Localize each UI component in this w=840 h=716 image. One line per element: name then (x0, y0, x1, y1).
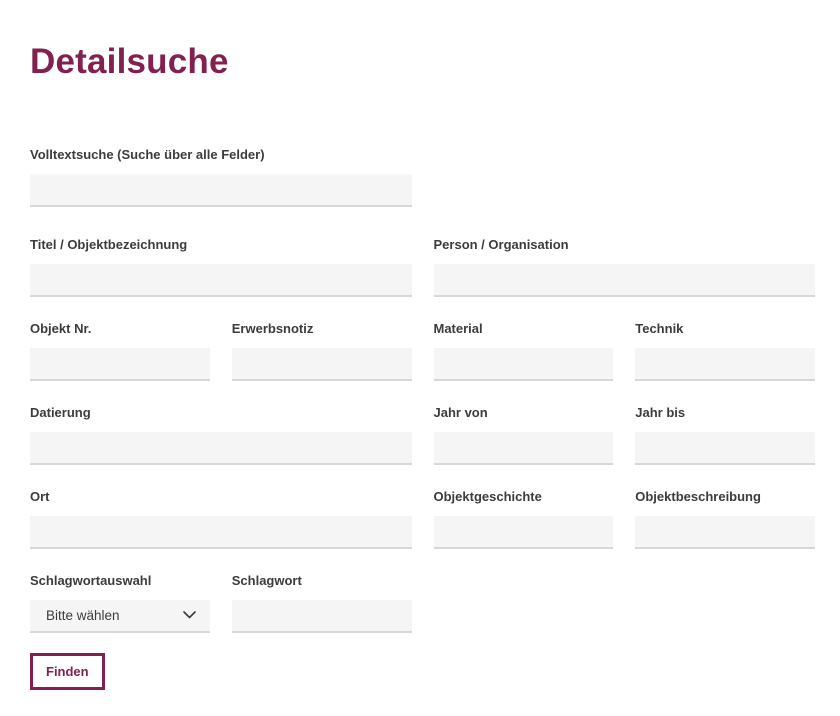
detail-search-page (30, 0, 815, 690)
object-history-input[interactable] (434, 516, 614, 549)
keyword-select[interactable] (30, 600, 210, 633)
field-person (434, 237, 816, 297)
object-description-input[interactable] (635, 516, 815, 549)
material-input[interactable] (434, 348, 614, 381)
page-title: Detailsuche (30, 42, 229, 81)
person-input[interactable] (434, 264, 816, 297)
object-history-label: Objektgeschichte (433, 488, 542, 504)
technique-input[interactable] (635, 348, 815, 381)
object-nr-label: Objekt Nr. (30, 320, 92, 336)
fulltext-input[interactable] (30, 174, 412, 207)
detail-search-form (30, 147, 815, 690)
finden-button[interactable]: Finden (30, 653, 105, 690)
material-label: Material (433, 320, 483, 336)
field-technique (635, 321, 815, 381)
year-to-label: Jahr bis (635, 404, 686, 420)
field-acquisition-note (232, 321, 412, 381)
place-input[interactable] (30, 516, 412, 549)
keyword-input[interactable] (232, 600, 412, 633)
field-object-history (434, 489, 614, 549)
field-dating (30, 405, 412, 465)
row-object-material (30, 321, 815, 381)
keyword-select-label: Schlagwortauswahl (30, 572, 152, 588)
technique-label: Technik (635, 320, 684, 336)
acquisition-note-label: Erwerbsnotiz (231, 320, 314, 336)
chevron-down-icon (183, 611, 196, 619)
field-year-from (434, 405, 614, 465)
title-input[interactable] (30, 264, 412, 297)
dating-input[interactable] (30, 432, 412, 465)
field-object-description (635, 489, 815, 549)
year-from-label: Jahr von (433, 404, 488, 420)
fulltext-label: Volltextsuche (Suche über alle Felder) (30, 146, 265, 162)
field-fulltext (30, 147, 412, 207)
person-label: Person / Organisation (433, 236, 569, 252)
field-material (434, 321, 614, 381)
keyword-select-value: Bitte wählen (46, 607, 120, 623)
place-label: Ort (30, 488, 50, 504)
keyword-label: Schlagwort (231, 572, 302, 588)
object-description-label: Objektbeschreibung (635, 488, 761, 504)
field-keyword-select (30, 573, 210, 633)
row-place-history (30, 489, 815, 549)
field-year-to (635, 405, 815, 465)
object-nr-input[interactable] (30, 348, 210, 381)
row-keyword (30, 573, 815, 633)
acquisition-note-input[interactable] (232, 348, 412, 381)
field-object-nr (30, 321, 210, 381)
field-title (30, 237, 412, 297)
field-place (30, 489, 412, 549)
year-to-input[interactable] (635, 432, 815, 465)
dating-label: Datierung (30, 404, 91, 420)
year-from-input[interactable] (434, 432, 614, 465)
row-fulltext (30, 147, 815, 207)
row-dating-years (30, 405, 815, 465)
title-label: Titel / Objektbezeichnung (30, 236, 188, 252)
row-title-person (30, 237, 815, 297)
field-keyword (232, 573, 412, 633)
